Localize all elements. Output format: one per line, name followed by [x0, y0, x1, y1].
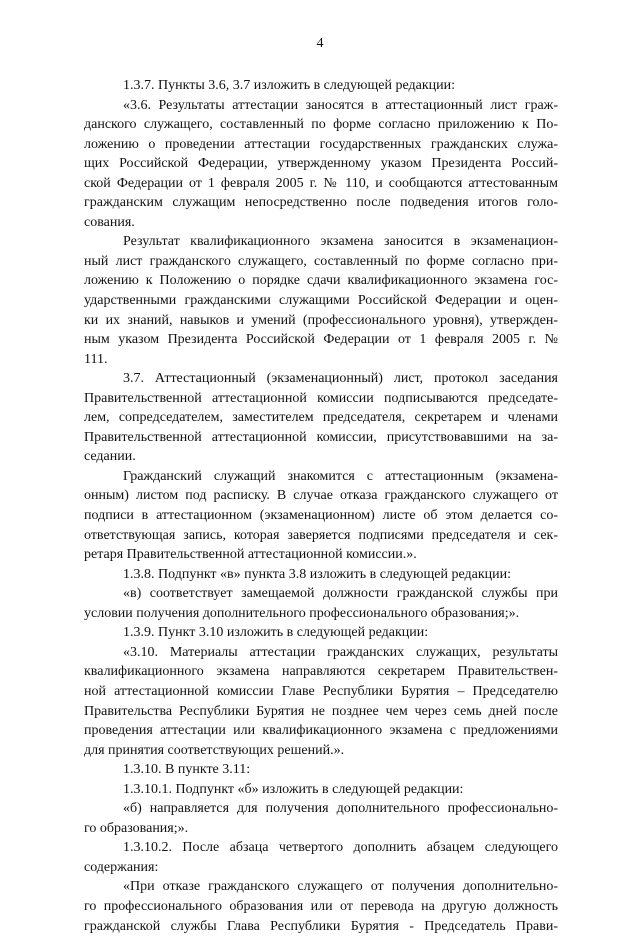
text-line: 1.3.10.2. После абзаца четвертого дополнить абзацем следующего — [123, 840, 558, 856]
text-line: «При отказе гражданского служащего от получения дополнительно- — [123, 879, 558, 895]
text-line: 1.3.9. Пункт 3.10 изложить в следующей редакции: — [123, 625, 429, 641]
text-line: 3.7. Аттестационный (экзаменационный) лист, протокол заседания — [123, 371, 558, 387]
text-line: «в) соответствует замещаемой должности гражданской службы при — [123, 586, 558, 602]
text-line: ной аттестационной комиссии Главе Республики Бурятия – Председателю — [84, 683, 558, 699]
text-line: лем, сопредседателем, заместителем председателя, секретарем и членами — [84, 410, 558, 426]
text-line: гражданским служащим непосредственно после подведения итогов голо- — [84, 195, 558, 211]
text-line: ответствующая запись, которая заверяется подписями председателя и сек- — [84, 527, 558, 543]
text-line: Правительственной аттестационной комиссии, присутствовавшими на за- — [84, 429, 558, 445]
text-line: Правительства Республики Бурятия не позднее чем через семь дней после — [84, 703, 558, 719]
text-line: го профессионального образования или от перевода на другую должность — [84, 898, 558, 914]
text-line: квалификационного экзамена направляются секретарем Правительствен- — [84, 664, 558, 680]
text-line: ложению к Положению о порядке сдачи квалификационного экзамена гос- — [84, 273, 558, 289]
text-line: сования. — [84, 214, 135, 230]
text-line: гражданской службы Глава Республики Бурятия - Председатель Прави- — [84, 918, 558, 934]
text-line: ской Федерации от 1 февраля 2005 г. № 110, и сообщаются аттестованным — [84, 175, 558, 191]
text-line: ным указом Президента Российской Федерации от 1 февраля 2005 г. № — [84, 332, 558, 348]
text-line: го образования;». — [84, 820, 189, 836]
text-line: ный лист гражданского служащего, составленный по форме согласно при- — [84, 253, 558, 269]
text-line: условии получения дополнительного профессионального образования;». — [84, 605, 520, 621]
text-line: 1.3.10.1. Подпункт «б» изложить в следующей редакции: — [123, 781, 464, 797]
text-line: ложению о проведении аттестации государственных гражданских служа- — [84, 136, 558, 152]
text-line: Гражданский служащий знакомится с аттестационным (экзамена- — [123, 468, 558, 484]
text-line: 1.3.7. Пункты 3.6, 3.7 изложить в следующей редакции: — [123, 78, 456, 93]
text-line: Правительственной аттестационной комиссии подписываются председате- — [84, 390, 558, 406]
text-line: подписи в аттестационном (экзаменационном) листе об этом делается со- — [84, 508, 558, 524]
text-line: ретаря Правительственной аттестационной комиссии.». — [84, 547, 417, 563]
text-line: данского служащего, составленный по форме согласно приложению к По- — [84, 117, 558, 133]
text-line: ударственными гражданскими служащими Российской Федерации и оцен- — [84, 293, 558, 309]
page-number: 4 — [316, 36, 324, 51]
text-line: седании. — [84, 449, 136, 465]
text-line: ки их знаний, навыков и умений (профессионального уровня), утвержден- — [84, 312, 558, 328]
text-line: онным) листом под расписку. В случае отказа гражданского служащего от — [84, 488, 558, 504]
text-line: 1.3.8. Подпункт «в» пункта 3.8 изложить в следующей редакции: — [123, 566, 512, 582]
text-line: «б) направляется для получения дополнительного профессионально- — [123, 801, 558, 817]
text-line: 111. — [84, 351, 108, 367]
document-body — [84, 76, 558, 936]
text-line: содержания: — [84, 859, 159, 875]
text-line: Результат квалификационного экзамена заносится в экзаменацион- — [123, 234, 558, 250]
text-line: «3.10. Материалы аттестации гражданских служащих, результаты — [123, 644, 558, 660]
text-line: щих Российской Федерации, утвержденному указом Президента Россий- — [84, 156, 558, 172]
text-line: 1.3.10. В пункте 3.11: — [123, 762, 251, 778]
text-line: для принятия соответствующих решений.». — [84, 742, 345, 758]
text-line: «3.6. Результаты аттестации заносятся в аттестационный лист граж- — [123, 97, 558, 113]
text-line: проведения аттестации или квалификационного экзамена с предложениями — [84, 723, 558, 739]
